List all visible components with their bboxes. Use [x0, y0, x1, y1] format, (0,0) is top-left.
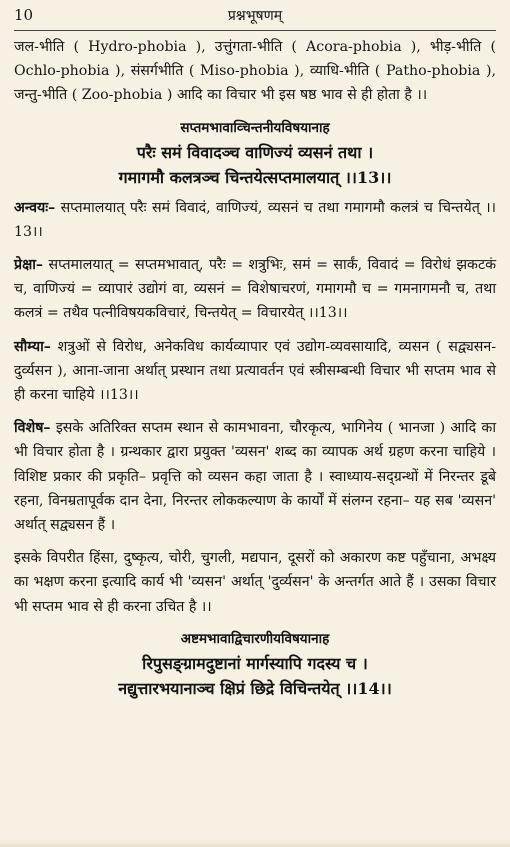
preksha-text: सप्तमालयात् = सप्तमभावात्, परैः = शत्रुभिः, समं = सार्कं, विवादं = विरोधं झकटकं च, वाणिज्यं = व्यापारं उद्योगं वा, व्यसनं = विशेषाचरणं, गमागमौ च = गमनागमनौ च, तथा कलत्रं = तथैव पत्नीविषयकविचारं, चिन्तयेत् = विचारयेत् ।।13।।	[14, 257, 496, 322]
saumya-text: शत्रुओं से विरोध, अनेकविध कार्यव्यापार एवं उद्योग-व्यवसायादि, व्यसन ( सद्व्यसन-दुर्व्यसन ), आना-जाना अर्थात् प्रस्थान तथा प्रत्यावर्तन एवं स्त्रीसम्बन्धी विचार भी सप्तम भाव से ही करना चाहिये ।।13।।	[14, 338, 496, 404]
verse-13-line-2: गमागमौ कलत्रञ्च चिन्तयेत्सप्तमालयात् ।।13।।	[118, 167, 392, 187]
anvaya-label: अन्वयः–	[14, 199, 56, 216]
anvaya-text: सप्तमालयात् परैः समं विवादं, वाणिज्यं, व्यसनं च तथा गमागमौ कलत्रं च चिन्तयेत् ।।13।।	[14, 199, 496, 240]
section-heading-eighth-house: अष्टमभावाद्विचारणीयविषयानाह	[180, 630, 330, 647]
verse-14-line-1: रिपुसङ्ग्रामदुष्टानां मार्गस्यापि गदस्य च ।	[142, 653, 368, 673]
intro-paragraph: जल-भीति ( Hydro-phobia ), उत्तुंगता-भीति ( Acora-phobia ), भीड़-भीति ( Ochlo-phobia ), संसर्गभीति ( Miso-phobia ), व्याधि-भीति ( Patho-phobia ), जन्तु-भीति ( Zoo-phobia ) आदि का विचार भी इस षष्ठ भाव से ही होता है ।।	[14, 39, 496, 104]
verse-14-line-2: नद्युत्तारभयानाञ्च क्षिप्रं छिद्रे विचिन्तयेत् ।।14।।	[118, 678, 392, 698]
verse-13-line-1: परैः समं विवादञ्च वाणिज्यं व्यसनं तथा ।	[136, 142, 374, 162]
preksha-label: प्रेक्षा–	[14, 257, 44, 274]
running-title: प्रश्नभूषणम्	[227, 8, 283, 24]
anvaya-paragraph	[14, 196, 496, 244]
saumya-label: सौम्या–	[14, 338, 51, 355]
header-divider	[14, 30, 496, 31]
preksha-paragraph	[14, 253, 496, 326]
closing-paragraph: इसके विपरीत हिंसा, दुष्कृत्य, चोरी, चुगली, मद्यपान, दूसरों को अकारण कष्ट पहुँचाना, अभक्ष्य का भक्षण करना इत्यादि कार्य भी 'व्यसन' अर्थात् 'दुर्व्यसन' के अन्तर्गत आते हैं । उसका विचार भी सप्तम भाव से ही करना उचित है ।।	[14, 550, 496, 615]
page-number: 10	[14, 6, 34, 24]
section-heading-seventh-house: सप्तमभावाव्चिन्तनीयविषयानाह	[180, 119, 330, 136]
page-bottom-edge	[0, 839, 510, 847]
page-header	[14, 6, 496, 28]
vishesh-label: विशेष–	[14, 420, 51, 437]
saumya-paragraph	[14, 335, 496, 408]
vishesh-text: इसके अतिरिक्त सप्तम स्थान से कामभावना, चौरकृत्य, भागिनेय ( भानजा ) आदि का भी विचार होता है । ग्रन्थकार द्वारा प्रयुक्त 'व्यसन' शब्द का व्यापक अर्थ ग्रहण करना चाहिये । विशिष्ट प्रकार की प्रकृति– प्रवृत्ति को व्यसन कहा जाता है । स्वाध्याय-सद्ग्रन्थों में निरन्तर डूबे रहना, विनम्रतापूर्वक दान देना, निरन्तर लोककल्याण के कार्यों में संलग्न रहना– यह सब 'व्यसन' अर्थात् सद्व्यसन हैं ।	[14, 420, 496, 534]
vishesh-paragraph	[14, 416, 496, 537]
